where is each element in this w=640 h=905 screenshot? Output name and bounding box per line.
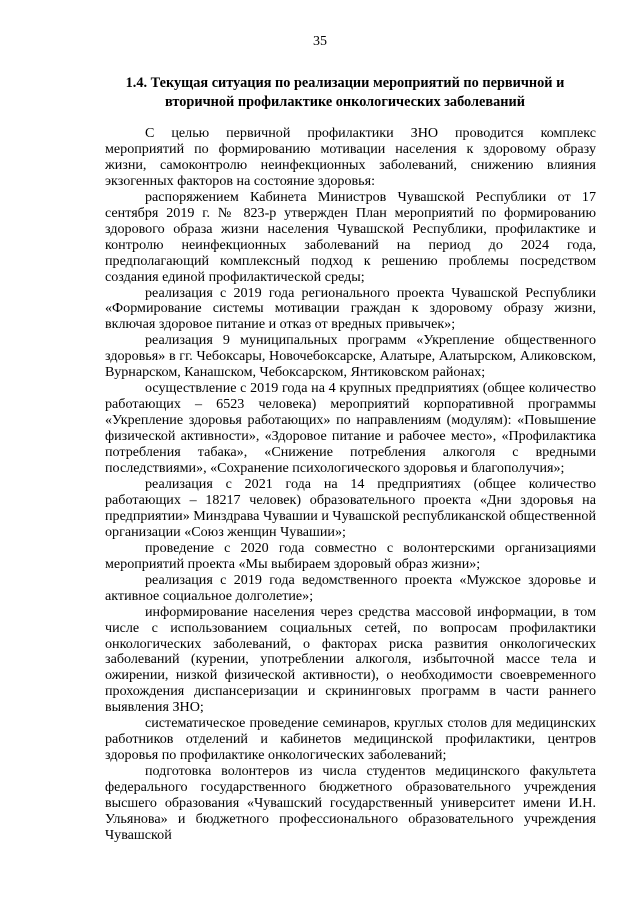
- body-text: [105, 126, 596, 844]
- section-heading: [105, 74, 585, 112]
- section-number: 1.4.: [125, 75, 148, 91]
- page-number: 35: [313, 34, 327, 49]
- paragraph: проведение с 2020 года совместно с волонтерскими организациями мероприятий проекта «Мы выбираем здоровый образ жизни»;: [105, 539, 596, 572]
- paragraph: реализация с 2021 года на 14 предприятиях (общее количество работающих – 18217 человек) образовательного проекта «Дни здоровья на предприятии» Минздрава Чувашии и Чувашской республиканской общественной организации «Союз женщин Чувашии»;: [105, 475, 596, 540]
- paragraph: С целью первичной профилактики ЗНО проводится комплекс мероприятий по формированию мотивации населения к здоровому образу жизни, самоконтролю неинфекционных заболеваний, снижению влияния экзогенных факторов на состояние здоровья:: [105, 125, 596, 189]
- paragraph: подготовка волонтеров из числа студентов медицинского факультета федерального государственного бюджетного образовательного учреждения высшего образования «Чувашский государственный университет имени И.Н. Ульянова» и бюджетного профессионального образовательного учреждения Чувашской: [105, 763, 596, 843]
- paragraph: информирование населения через средства массовой информации, в том числе с использованием социальных сетей, по вопросам профилактики онкологических заболеваний, о факторах риска развития онкологических заболеваний (курении, употреблении алкоголя, избыточной массе тела и ожирении, низкой физической активности), о необходимости своевременного прохождения диспансеризации и скрининговых программ в части раннего выявления ЗНО;: [105, 603, 596, 716]
- paragraph: систематическое проведение семинаров, круглых столов для медицинских работников отделений и кабинетов медицинской профилактики, центров здоровья по профилактике онкологических заболеваний;: [105, 715, 596, 764]
- paragraph: реализация с 2019 года регионального проекта Чувашской Республики «Формирование системы мотивации граждан к здоровому образу жизни, включая здоровое питание и отказ от вредных привычек»;: [105, 284, 596, 333]
- paragraph: реализация с 2019 года ведомственного проекта «Мужское здоровье и активное социальное долголетие»;: [105, 571, 596, 604]
- section-title: Текущая ситуация по реализации мероприятий по первичной и вторичной профилактике онкологических заболеваний: [150, 75, 565, 110]
- paragraph: осуществление с 2019 года на 4 крупных предприятиях (общее количество работающих – 6523 человека) мероприятий корпоративной программы «Укрепление здоровья работающих» по направлениям (модулям): «Повышение физической активности», «Здоровое питание и рабочее место», «Профилактика потребления табака», «Снижение потребления алкоголя с вредными последствиями», «Сохранение психологического здоровья и благополучия»;: [105, 380, 596, 477]
- paragraph: распоряжением Кабинета Министров Чувашской Республики от 17 сентября 2019 г. № 823-р утвержден План мероприятий по формированию здорового образа жизни населения Чувашской Республики, профилактике и контролю неинфекционных заболеваний на период до 2024 года, предполагающий комплексный подход к решению проблемы посредством создания единой профилактической среды;: [105, 188, 596, 285]
- paragraph: реализация 9 муниципальных программ «Укрепление общественного здоровья» в гг. Чебоксары, Новочебоксарске, Алатыре, Алатырском, Аликовском, Вурнарском, Канашском, Чебоксарском, Янтиковском районах;: [105, 332, 596, 381]
